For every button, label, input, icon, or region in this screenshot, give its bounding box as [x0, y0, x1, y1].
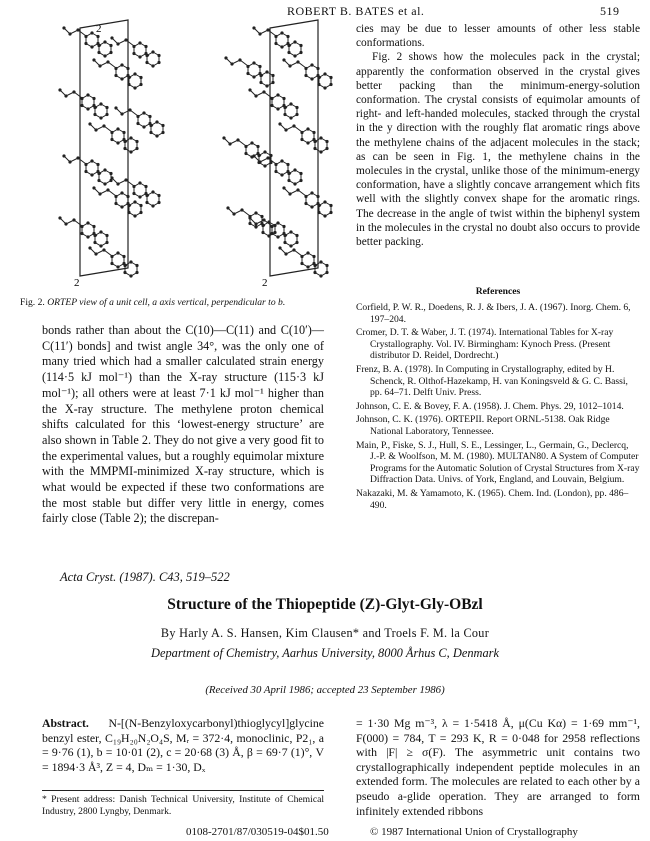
journal-citation: Acta Cryst. (1987). C43, 519–522 — [60, 570, 230, 584]
article-affiliation: Department of Chemistry, Aarhus University, 8000 Århus C, Denmark — [151, 646, 499, 660]
abstract-label: Abstract. — [42, 716, 89, 730]
article-title: Structure of the Thiopeptide (Z)-Glyt-Gly-OBzl — [167, 596, 483, 613]
figure-label-top: 2 — [96, 23, 102, 35]
reference-item: Cromer, D. T. & Waber, J. T. (1974). International Tables for X-ray Crystallography. Vol. IV. Birmingham: Kynoch Press. (Present distributor D. Reidel, Dordrecht.) — [356, 327, 614, 362]
reference-item: Nakazaki, M. & Yamamoto, K. (1965). Chem. Ind. (London), pp. 486–490. — [356, 487, 629, 511]
reference-item: Johnson, C. K. (1976). ORTEPII. Report ORNL-5138. Oak Ridge National Laboratory, Tennessee. — [356, 414, 610, 437]
footer-code: 0108-2701/87/030519-04$01.50 — [186, 826, 329, 838]
references-list — [356, 302, 640, 513]
references-heading: References — [475, 286, 521, 297]
reference-item: Johnson, C. E. & Bovey, F. A. (1958). J. Chem. Phys. 29, 1012–1014. — [356, 400, 624, 412]
abstract-text-left: N-[(N-Benzyloxycarbonyl)thioglycyl]glycine benzyl ester, C₁₉H₂₀N₂O₄S, Mᵣ = 372·4, monoclinic, P2₁, a = 9·76 (1), b = 10·01 (2), c = 20·68 (3) Å, β = 69·7 (1)°, V = 1894·3 Å³, Z = 4, Dₘ = 1·30, Dₓ — [42, 716, 324, 774]
page-number: 519 — [600, 4, 620, 18]
abstract-right: = 1·30 Mg m⁻³, λ = 1·5418 Å, μ(Cu Kα) = 1·69 mm⁻¹, F(000) = 784, T = 293 K, R = 0·048 for 2958 reflections with |F| ≥ σ(F). The asymmetric unit contains two crystallographically independent peptide molecules in an extended form. The molecules are related to each other by a pseudo a-glide operation. They are arranged to form infinitely extended ribbons — [356, 716, 640, 818]
caption-prefix: Fig. 2. — [20, 297, 45, 308]
reference-item: Main, P., Fiske, S. J., Hull, S. E., Lessinger, L., Germain, G., Declercq, J.-P. & Woolfson, M. M. (1980). MULTAN80. A System of Computer Programs for the Automatic Solution of Crystal Structures from X-ray Diffraction Data. Univs. of York, England, and Louvain, Belgium. — [356, 439, 640, 486]
running-head-author: ROBERT B. BATES et al. — [287, 4, 425, 18]
paragraph-left-body: bonds rather than about the C(10)—C(11) and C(10′)—C(11′) bonds] and twist angle 34°, was the only one of many tried which had a smaller calculated strain energy (114·5 kJ mol⁻¹) than the X-ray structure (115·3 kJ mol⁻¹); all others were at least 7·1 kJ mol⁻¹ higher than the X-ray structure. The methylene proton chemical shifts calculated for this ‘lowest-energy structure’ are also shown in Table 2. They do not give a very good fit to the experimental values, but a roughly equimolar mixture with the MMPMI-minimized X-ray structure, which is what would be expected if these two conformations are the most stable but differ very little in energy, comes fairly close (Table 2); the discrepan- — [42, 323, 324, 526]
paragraph-continued: cies may be due to lesser amounts of other less stable conformations. — [356, 23, 640, 50]
caption-text: ORTEP view of a unit cell, a axis vertical, perpendicular to b. — [47, 297, 286, 308]
left-column-text — [42, 323, 324, 527]
received-dates: (Received 30 April 1986; accepted 23 September 1986) — [205, 684, 445, 696]
paragraph-packing: Fig. 2 shows how the molecules pack in the crystal; apparently the conformation observed in the crystal gives better packing than the minimum-energy-solution conformation. The crystal consists of equimolar amounts of right- and left-handed molecules, stacked through the crystal in the y direction with the roughly flat aromatic rings above the methylene chains of the adjacent molecules in the stack; as can be seen in Fig. 1, the methylene chains in the molecules in the crystal, unlike those of the minimum-energy conformation, have a slightly concave arrangement which fits well with the slightly convex shape for the aromatic rings. The decrease in the angle of twist within the biphenyl system in the molecules in the crystal no doubt also occurs to provide better packing. — [356, 51, 640, 249]
footer-copyright: © 1987 International Union of Crystallography — [370, 826, 578, 838]
abstract-left — [42, 716, 324, 774]
footnote-rule — [42, 790, 324, 791]
right-column-text — [356, 22, 640, 249]
reference-item: Frenz, B. A. (1978). In Computing in Crystallography, edited by H. Schenck, R. Olthof-Hazekamp, H. van Koningsveld & G. C. Bassi, pp. 64–71. Delft Univ. Press. — [356, 363, 628, 399]
footnote: * Present address: Danish Technical University, Institute of Chemical Industry, 2800 Lyngby, Denmark. — [42, 794, 324, 817]
reference-item: Corfield, P. W. R., Doedens, R. J. & Ibers, J. A. (1967). Inorg. Chem. 6, 197–204. — [356, 302, 631, 325]
figure-caption — [20, 297, 340, 309]
ortep-figure — [40, 10, 340, 290]
figure-label-bottom-right: 2 — [262, 277, 268, 289]
ortep-stereo-drawing — [40, 10, 340, 290]
figure-label-bottom-left: 2 — [74, 277, 80, 289]
article-authors: By Harly A. S. Hansen, Kim Clausen* and Troels F. M. la Cour — [160, 626, 490, 640]
